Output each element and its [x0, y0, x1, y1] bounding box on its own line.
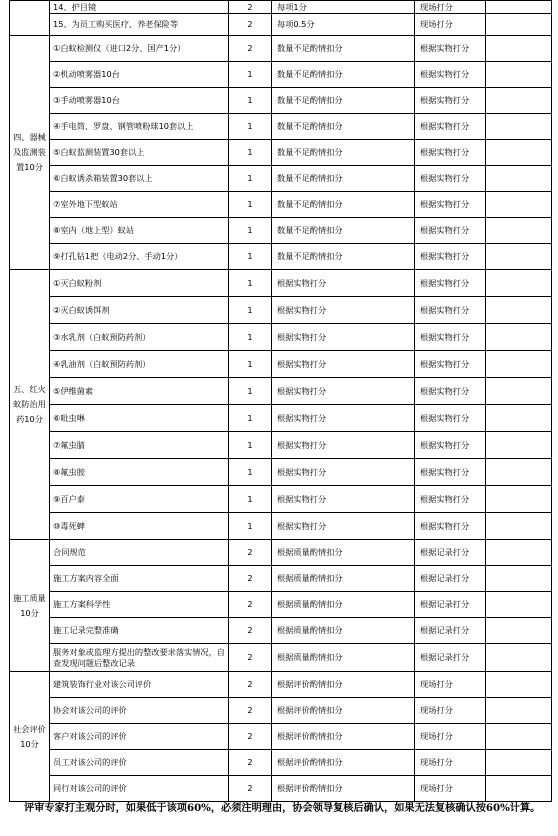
blank-cell [486, 88, 552, 114]
item-cell: ②灭白蚁诱饵剂 [50, 297, 229, 324]
method-cell: 根据实物打分 [415, 351, 486, 378]
blank-cell [486, 351, 552, 378]
blank-cell [486, 166, 552, 192]
item-cell: ③水乳剂（白蚁预防药剂） [50, 324, 229, 351]
rule-cell: 根据质量酌情扣分 [272, 566, 415, 592]
item-cell: 员工对该公司的评价 [50, 750, 229, 776]
rule-cell: 每项1分 [272, 1, 415, 14]
blank-cell [486, 618, 552, 644]
score-cell: 1 [229, 166, 272, 192]
score-cell: 1 [229, 270, 272, 297]
blank-cell [486, 540, 552, 566]
blank-cell [486, 270, 552, 297]
rule-cell: 根据实物打分 [272, 405, 415, 432]
table-row [10, 540, 552, 566]
table-row [10, 14, 552, 36]
score-cell: 2 [229, 592, 272, 618]
item-cell: 协会对该公司的评价 [50, 698, 229, 724]
rule-cell: 数量不足酌情扣分 [272, 62, 415, 88]
rule-cell: 根据实物打分 [272, 351, 415, 378]
score-cell: 1 [229, 486, 272, 513]
table-row [10, 218, 552, 244]
blank-cell [486, 1, 552, 14]
category-cell: 五、红火蚁防治用药10分 [10, 270, 50, 540]
blank-cell [486, 36, 552, 62]
blank-cell [486, 750, 552, 776]
score-cell: 1 [229, 218, 272, 244]
method-cell: 根据记录打分 [415, 644, 486, 672]
blank-cell [486, 244, 552, 270]
score-cell: 2 [229, 644, 272, 672]
item-cell: ⑧氟虫胺 [50, 459, 229, 486]
item-cell: ⑤白蚁监测装置30套以上 [50, 140, 229, 166]
table-row [10, 405, 552, 432]
blank-cell [486, 724, 552, 750]
method-cell: 根据实物打分 [415, 297, 486, 324]
method-cell: 根据记录打分 [415, 592, 486, 618]
method-cell: 现场打分 [415, 672, 486, 698]
item-cell: ①白蚁检测仪（进口2分、国产1分） [50, 36, 229, 62]
rule-cell: 根据实物打分 [272, 513, 415, 540]
score-cell: 1 [229, 405, 272, 432]
score-cell: 1 [229, 351, 272, 378]
rule-cell: 根据实物打分 [272, 270, 415, 297]
rule-cell: 根据质量酌情扣分 [272, 540, 415, 566]
item-cell: 施工方案内容全面 [50, 566, 229, 592]
score-cell: 1 [229, 459, 272, 486]
rule-cell: 数量不足酌情扣分 [272, 218, 415, 244]
score-cell: 1 [229, 114, 272, 140]
item-cell: 同行对该公司的评价 [50, 776, 229, 802]
table-row [10, 36, 552, 62]
item-cell: ⑨打孔钻1把（电动2分、手动1分） [50, 244, 229, 270]
table-row [10, 192, 552, 218]
method-cell: 根据实物打分 [415, 378, 486, 405]
blank-cell [486, 486, 552, 513]
method-cell: 根据实物打分 [415, 218, 486, 244]
table-row [10, 698, 552, 724]
table-row [10, 88, 552, 114]
score-cell: 1 [229, 513, 272, 540]
table-row [10, 486, 552, 513]
rule-cell: 每项0.5分 [272, 14, 415, 36]
score-cell: 2 [229, 750, 272, 776]
rule-cell: 根据评价酌情扣分 [272, 698, 415, 724]
rule-cell: 根据实物打分 [272, 378, 415, 405]
method-cell: 根据实物打分 [415, 36, 486, 62]
method-cell: 根据实物打分 [415, 405, 486, 432]
blank-cell [486, 192, 552, 218]
table-row [10, 724, 552, 750]
score-cell: 1 [229, 432, 272, 459]
method-cell: 根据实物打分 [415, 166, 486, 192]
category-cell: 四、器械及监测装置10分 [10, 36, 50, 270]
item-cell: 建筑装饰行业对该公司评价 [50, 672, 229, 698]
blank-cell [486, 140, 552, 166]
item-cell: 合同规范 [50, 540, 229, 566]
item-cell: ⑩毒死蜱 [50, 513, 229, 540]
table-row [10, 244, 552, 270]
rule-cell: 根据质量酌情扣分 [272, 592, 415, 618]
method-cell: 现场打分 [415, 14, 486, 36]
method-cell: 根据实物打分 [415, 513, 486, 540]
score-cell: 2 [229, 566, 272, 592]
item-cell: ③手动喷雾器10台 [50, 88, 229, 114]
rule-cell: 根据评价酌情扣分 [272, 724, 415, 750]
rule-cell: 根据实物打分 [272, 459, 415, 486]
item-cell: ②机动喷雾器10台 [50, 62, 229, 88]
method-cell: 根据实物打分 [415, 486, 486, 513]
score-cell: 2 [229, 776, 272, 802]
rule-cell: 根据实物打分 [272, 432, 415, 459]
rule-cell: 根据评价酌情扣分 [272, 776, 415, 802]
score-cell: 2 [229, 1, 272, 14]
rule-cell: 数量不足酌情扣分 [272, 166, 415, 192]
blank-cell [486, 114, 552, 140]
method-cell: 根据记录打分 [415, 566, 486, 592]
score-cell: 2 [229, 14, 272, 36]
rule-cell: 根据实物打分 [272, 486, 415, 513]
rule-cell: 根据评价酌情扣分 [272, 750, 415, 776]
rule-cell: 根据实物打分 [272, 324, 415, 351]
table-row [10, 166, 552, 192]
item-cell: 施工方案科学性 [50, 592, 229, 618]
table-row [10, 592, 552, 618]
footnote: 评审专家打主观分时，如果低于该项60%，必须注明理由，协会领导复核后确认，如果无法复核确认按60%计算。 [24, 802, 541, 814]
rule-cell: 数量不足酌情扣分 [272, 36, 415, 62]
item-cell: ④手电筒、罗盘、钢管喷粉球10套以上 [50, 114, 229, 140]
table-row [10, 324, 552, 351]
item-cell: ⑦室外地下型蚁站 [50, 192, 229, 218]
score-cell: 2 [229, 36, 272, 62]
category-cell [10, 1, 50, 36]
method-cell: 现场打分 [415, 1, 486, 14]
score-cell: 1 [229, 378, 272, 405]
score-cell: 2 [229, 672, 272, 698]
item-cell: 服务对象或监理方提出的整改要求落实情况，自查发现问题后整改记录 [50, 644, 229, 672]
method-cell: 根据实物打分 [415, 244, 486, 270]
blank-cell [486, 324, 552, 351]
blank-cell [486, 513, 552, 540]
table-row [10, 459, 552, 486]
method-cell: 根据实物打分 [415, 62, 486, 88]
blank-cell [486, 14, 552, 36]
score-cell: 1 [229, 88, 272, 114]
table-row [10, 297, 552, 324]
rule-cell: 数量不足酌情扣分 [272, 114, 415, 140]
table-row [10, 776, 552, 802]
method-cell: 根据实物打分 [415, 88, 486, 114]
rule-cell: 根据质量酌情扣分 [272, 644, 415, 672]
blank-cell [486, 566, 552, 592]
rule-cell: 根据评价酌情扣分 [272, 672, 415, 698]
score-cell: 1 [229, 297, 272, 324]
blank-cell [486, 644, 552, 672]
table-row [10, 1, 552, 14]
score-cell: 2 [229, 698, 272, 724]
item-cell: 客户对该公司的评价 [50, 724, 229, 750]
blank-cell [486, 459, 552, 486]
method-cell: 根据实物打分 [415, 324, 486, 351]
method-cell: 根据记录打分 [415, 540, 486, 566]
method-cell: 现场打分 [415, 698, 486, 724]
rule-cell: 根据实物打分 [272, 297, 415, 324]
blank-cell [486, 62, 552, 88]
table-row [10, 62, 552, 88]
score-cell: 2 [229, 540, 272, 566]
item-cell: ⑧室内（地上型）蚁站 [50, 218, 229, 244]
table-row [10, 644, 552, 672]
rule-cell: 数量不足酌情扣分 [272, 192, 415, 218]
score-cell: 2 [229, 618, 272, 644]
item-cell: 15、为员工购买医疗、养老保险等 [50, 14, 229, 36]
method-cell: 根据实物打分 [415, 114, 486, 140]
table-row [10, 270, 552, 297]
method-cell: 现场打分 [415, 776, 486, 802]
table-row [10, 750, 552, 776]
blank-cell [486, 218, 552, 244]
rule-cell: 数量不足酌情扣分 [272, 244, 415, 270]
table-row [10, 566, 552, 592]
table-row [10, 432, 552, 459]
method-cell: 根据实物打分 [415, 459, 486, 486]
table-row [10, 513, 552, 540]
table-row [10, 351, 552, 378]
blank-cell [486, 592, 552, 618]
item-cell: ⑤伊维菌素 [50, 378, 229, 405]
blank-cell [486, 672, 552, 698]
table-row [10, 114, 552, 140]
score-cell: 2 [229, 724, 272, 750]
category-cell: 施工质量10分 [10, 540, 50, 672]
rule-cell: 数量不足酌情扣分 [272, 140, 415, 166]
method-cell: 根据记录打分 [415, 618, 486, 644]
method-cell: 根据实物打分 [415, 432, 486, 459]
table-row [10, 378, 552, 405]
blank-cell [486, 432, 552, 459]
item-cell: ⑥白蚁诱杀箱装置30套以上 [50, 166, 229, 192]
item-cell: ⑨百户泰 [50, 486, 229, 513]
table-row [10, 140, 552, 166]
blank-cell [486, 378, 552, 405]
method-cell: 现场打分 [415, 724, 486, 750]
blank-cell [486, 698, 552, 724]
score-cell: 1 [229, 140, 272, 166]
rule-cell: 数量不足酌情扣分 [272, 88, 415, 114]
table-row [10, 618, 552, 644]
score-cell: 1 [229, 244, 272, 270]
method-cell: 根据实物打分 [415, 140, 486, 166]
table-row [10, 672, 552, 698]
method-cell: 根据实物打分 [415, 192, 486, 218]
category-cell: 社会评价10分 [10, 672, 50, 802]
scoring-table-body [10, 1, 552, 802]
score-cell: 1 [229, 324, 272, 351]
item-cell: 施工记录完整准确 [50, 618, 229, 644]
scoring-table [9, 0, 552, 802]
score-cell: 1 [229, 192, 272, 218]
item-cell: ⑥吡虫啉 [50, 405, 229, 432]
score-cell: 1 [229, 62, 272, 88]
method-cell: 根据实物打分 [415, 270, 486, 297]
method-cell: 现场打分 [415, 750, 486, 776]
item-cell: ④乳油剂（白蚁预防药剂） [50, 351, 229, 378]
blank-cell [486, 297, 552, 324]
rule-cell: 根据质量酌情扣分 [272, 618, 415, 644]
item-cell: ⑦氟虫腈 [50, 432, 229, 459]
blank-cell [486, 405, 552, 432]
item-cell: ①灭白蚁粉剂 [50, 270, 229, 297]
item-cell: 14、护目镜 [50, 1, 229, 14]
blank-cell [486, 776, 552, 802]
